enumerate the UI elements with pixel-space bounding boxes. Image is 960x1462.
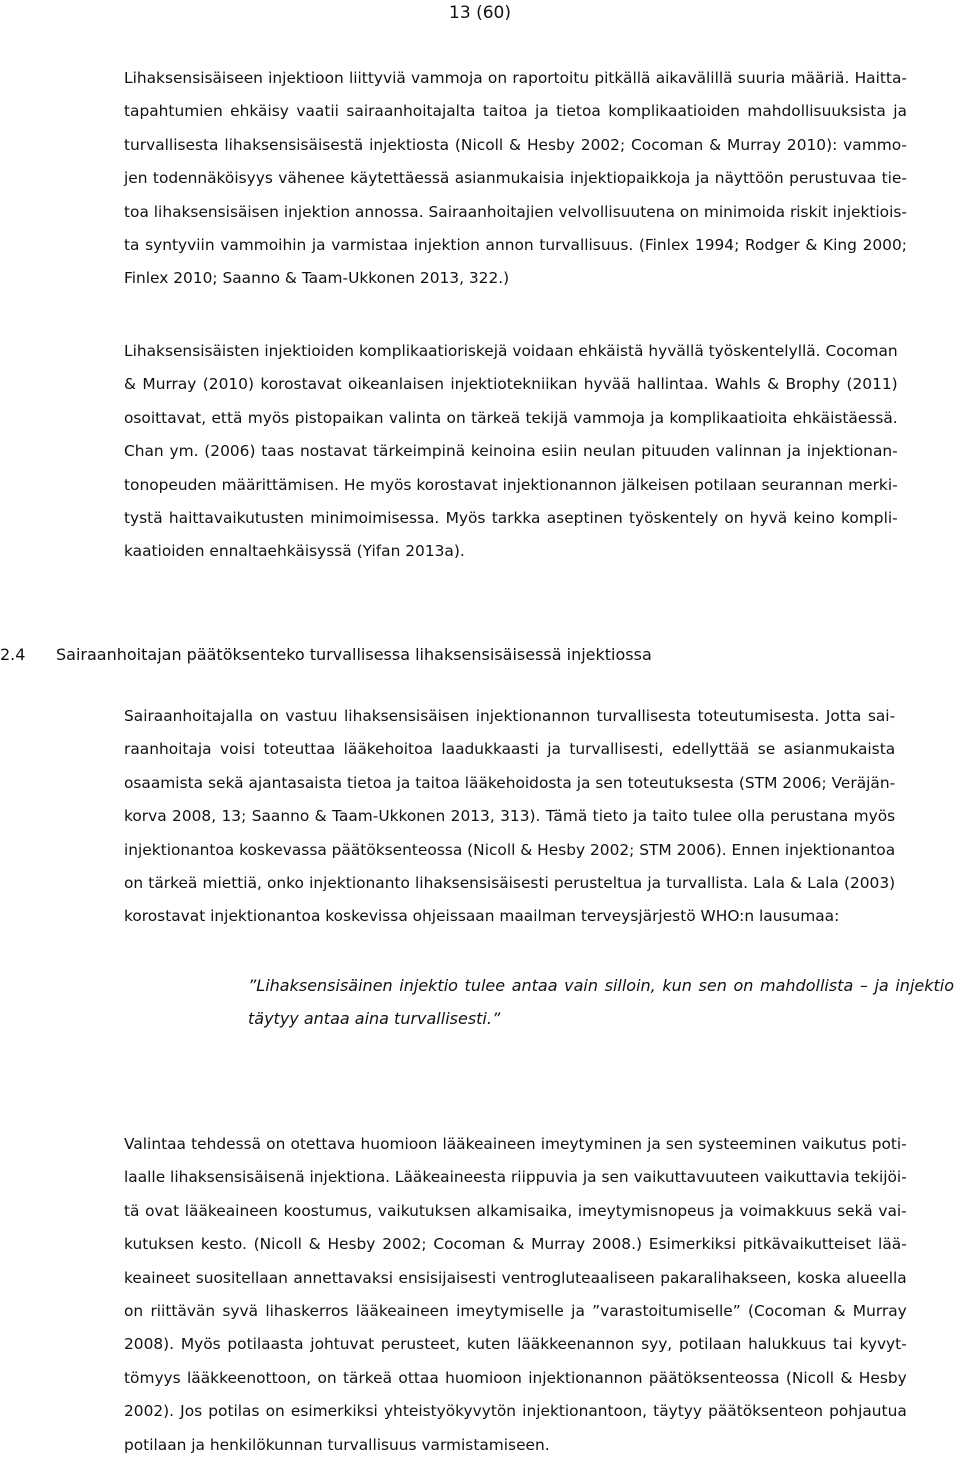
text-line: Lihaksensisäiseen injektioon liittyviä vammoja on raportoitu pitkällä aikavälillä suuria määriä. Haitta-: [124, 69, 907, 87]
text-line: keaineet suositellaan annettavaksi ensisijaisesti ventrogluteaaliseen pakaralihakseen, koska alueella: [124, 1268, 907, 1287]
text-line: potilaan ja henkilökunnan turvallisuus varmistamiseen.: [124, 1435, 550, 1454]
text-line: laalle lihaksensisäisenä injektiona. Lääkeaineesta riippuvia ja sen vaikuttavuuteen vaikuttavia tekijöi-: [124, 1168, 907, 1187]
paragraph-drug-absorption: [124, 1128, 907, 1462]
text-line: Valintaa tehdessä on otettava huomioon lääkeaineen imeytyminen ja sen systeeminen vaikutus poti-: [124, 1135, 907, 1153]
text-line: turvallisesta lihaksensisäisestä injektiosta (Nicoll & Hesby 2002; Cocoman & Murray 2010): vammo-: [124, 135, 907, 154]
text-line: jen todennäköisyys vähenee käytettäessä asianmukaisia injektiopaikkoja ja näyttöön perustuvaa tie-: [124, 169, 907, 188]
text-line: & Murray (2010) korostavat oikeanlaisen injektiotekniikan hyvää hallintaa. Wahls & Brophy (2011): [124, 375, 898, 394]
quote-line: ”Lihaksensisäinen injektio tulee antaa vain silloin, kun sen on mahdollista – ja injektio: [248, 976, 954, 995]
text-line: injektionantoa koskevassa päätöksenteossa (Nicoll & Hesby 2002; STM 2006). Ennen injektionantoa: [124, 840, 896, 859]
text-line: korostavat injektionantoa koskevissa ohjeissaan maailman terveysjärjestö WHO:n lausumaa:: [124, 907, 840, 926]
text-line: tonopeuden määrittämisen. He myös korostavat injektionannon jälkeisen potilaan seurannan merki-: [124, 475, 898, 494]
text-line: korva 2008, 13; Saanno & Taam-Ukkonen 2013, 313). Tämä tieto ja taito tulee olla perustana myös: [124, 807, 896, 826]
page-number: 13 (60): [449, 3, 511, 23]
text-line: Lihaksensisäisten injektioiden komplikaatioriskejä voidaan ehkäistä hyvällä työskentelyllä. Cocoman: [124, 342, 898, 360]
text-line: tä ovat lääkeaineen koostumus, vaikutuksen alkamisaika, imeytymisnopeus ja voimakkuus sekä vai-: [124, 1201, 907, 1220]
paragraph-complication-prevention: [124, 335, 898, 569]
quote-line: täytyy antaa aina turvallisesti.”: [248, 1009, 501, 1029]
section-heading: [0, 640, 960, 670]
text-line: kaatioiden ennaltaehkäisyssä (Yifan 2013a).: [124, 542, 465, 561]
text-line: raanhoitaja voisi toteuttaa lääkehoitoa laadukkaasti ja turvallisesti, edellyttää se asianmukaista: [124, 740, 896, 759]
text-line: toa lihaksensisäisen injektion annossa. Sairaanhoitajien velvollisuutena on minimoida riskit injektiois-: [124, 202, 907, 221]
paragraph-nurse-responsibility: [124, 700, 895, 934]
text-line: on riittävän syvä lihaskerros lääkeaineen imeytymiselle ja ”varastoitumiselle” (Cocoman & Murray: [124, 1302, 907, 1321]
text-line: tapahtumien ehkäisy vaatii sairaanhoitajalta taitoa ja tietoa komplikaatioiden mahdollisuuksista ja: [124, 102, 907, 121]
paragraph-injection-injuries: [124, 62, 907, 296]
text-line: 2008). Myös potilaasta johtuvat perusteet, kuten lääkkeenannon syy, potilaan halukkuus tai kyvyt-: [124, 1335, 907, 1354]
text-line: on tärkeä miettiä, onko injektionanto lihaksensisäisesti perusteltua ja turvallista. Lala & Lala (2003): [124, 874, 896, 893]
text-line: Finlex 2010; Saanno & Taam-Ukkonen 2013, 322.): [124, 269, 510, 288]
text-line: kutuksen kesto. (Nicoll & Hesby 2002; Cocoman & Murray 2008.) Esimerkiksi pitkävaikutteiset lää-: [124, 1235, 907, 1254]
text-line: tystä haittavaikutusten minimoimisessa. Myös tarkka aseptinen työskentely on hyvä keino kompli-: [124, 509, 898, 528]
text-line: Sairaanhoitajalla on vastuu lihaksensisäisen injektionannon turvallisesta toteutumisesta. Jotta sai-: [124, 707, 896, 725]
text-line: 2002). Jos potilas on esimerkiksi yhteistyökyvytön injektionantoon, täytyy päätöksenteon pohjautua: [124, 1402, 907, 1421]
section-title: Sairaanhoitajan päätöksenteko turvallisessa lihaksensisäisessä injektiossa: [56, 645, 652, 664]
text-line: osaamista sekä ajantasaista tietoa ja taitoa lääkehoidosta ja sen toteutuksesta (STM 2006; Veräjän-: [124, 773, 896, 792]
text-line: ta syntyviin vammoihin ja varmistaa injektion annon turvallisuus. (Finlex 1994; Rodger & King 2000;: [124, 236, 907, 255]
section-number: 2.4: [0, 645, 26, 664]
text-line: tömyys lääkkeenottoon, on tärkeä ottaa huomioon injektionannon päätöksenteossa (Nicoll & Hesby: [124, 1368, 907, 1387]
text-line: osoittavat, että myös pistopaikan valinta on tärkeä tekijä vammoja ja komplikaatioita ehkäistäessä.: [124, 408, 898, 427]
who-quote: [248, 969, 954, 1036]
text-line: Chan ym. (2006) taas nostavat tärkeimpinä keinoina esiin neulan pituuden valinnan ja injektionan-: [124, 442, 898, 461]
